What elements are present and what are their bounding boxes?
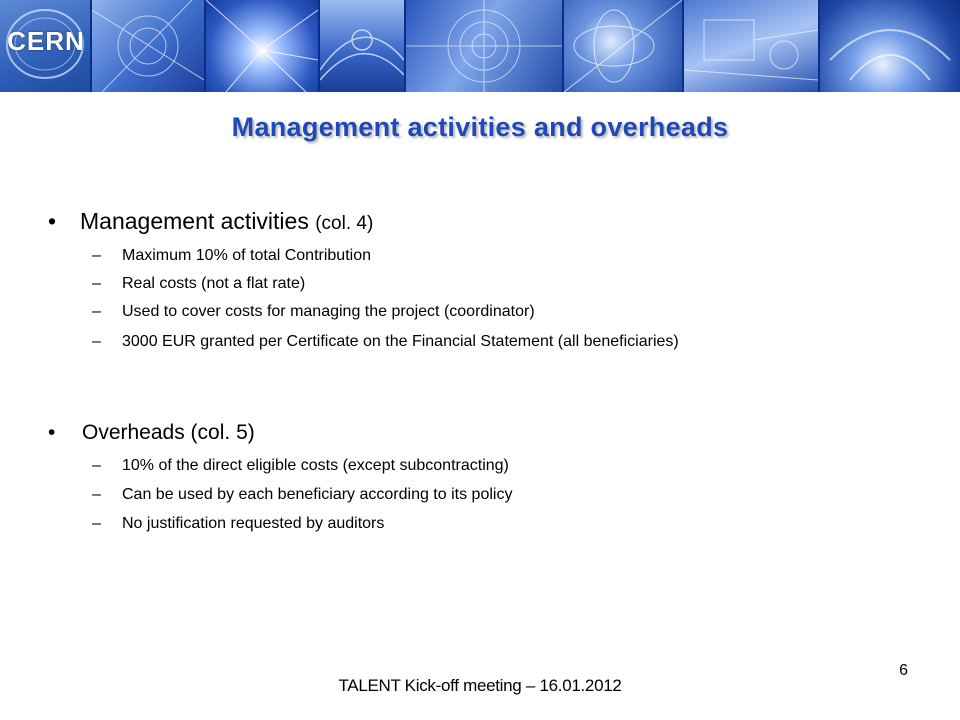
overheads-heading: Overheads (col. 5) — [82, 421, 255, 444]
footer-text: TALENT Kick-off meeting – 16.01.2012 — [338, 676, 622, 695]
header-banner — [0, 0, 960, 92]
dash-icon: – — [92, 457, 101, 474]
dash-icon: – — [92, 515, 101, 532]
banner-image-1 — [92, 0, 204, 92]
dash-icon: – — [92, 247, 101, 264]
dash-icon: – — [92, 333, 101, 350]
logo-text: CERN — [7, 26, 85, 56]
banner-image-5 — [564, 0, 682, 92]
banner-image-6 — [684, 0, 818, 92]
management-heading-note: (col. 4) — [315, 213, 374, 234]
management-heading: Management activities — [80, 208, 309, 234]
list-item-text: Real costs (not a flat rate) — [122, 275, 306, 292]
banner-image-2 — [206, 0, 318, 92]
cern-logo — [0, 0, 90, 92]
banner-image-3 — [320, 0, 404, 92]
bullet-icon: • — [48, 421, 56, 444]
dash-icon: – — [92, 486, 101, 503]
banner-image-7 — [820, 0, 960, 92]
page-number: 6 — [899, 662, 908, 679]
banner-image-4 — [406, 0, 562, 92]
list-item-text: Can be used by each beneficiary according to its policy — [122, 486, 513, 503]
list-item-text: Used to cover costs for managing the project (coordinator) — [122, 303, 535, 320]
bullet-icon: • — [48, 208, 57, 234]
dash-icon: – — [92, 303, 101, 320]
slide-title: Management activities and overheads — [231, 112, 729, 142]
list-item-text: Maximum 10% of total Contribution — [122, 247, 371, 264]
list-item-text: 3000 EUR granted per Certificate on the Financial Statement (all beneficiaries) — [122, 333, 679, 350]
dash-icon: – — [92, 275, 101, 292]
list-item-text: 10% of the direct eligible costs (except subcontracting) — [122, 457, 509, 474]
list-item-text: No justification requested by auditors — [122, 515, 385, 532]
